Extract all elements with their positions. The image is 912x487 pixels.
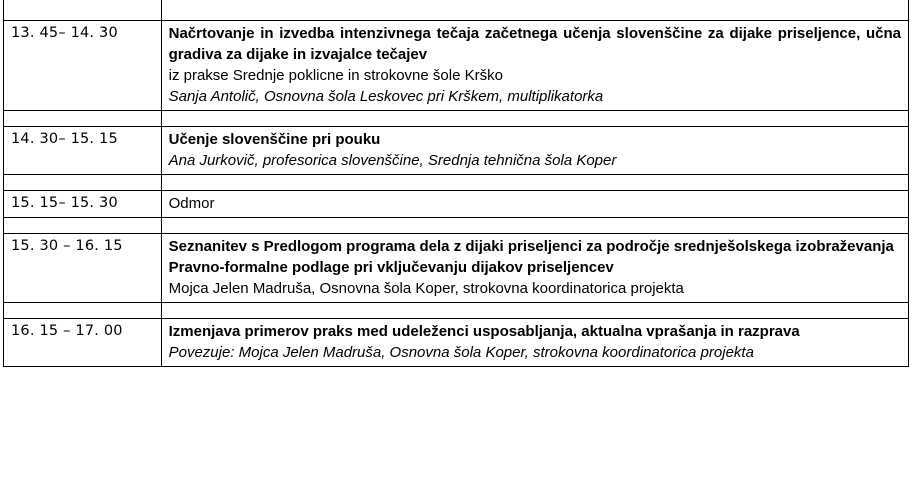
time-cell xyxy=(4,111,162,127)
session-title: Seznanitev s Predlogom programa dela z dijaki priseljenci za področje srednješolskega izobraževanja xyxy=(168,238,894,255)
schedule-row xyxy=(4,127,909,175)
time-cell: 14. 30– 15. 15 xyxy=(4,127,162,175)
time-cell xyxy=(4,175,162,191)
session-speaker: Ana Jurkovič, profesorica slovenščine, Srednja tehnična šola Koper xyxy=(168,152,617,169)
time-cell xyxy=(4,0,162,21)
content-cell xyxy=(161,175,908,191)
session-subtitle: Pravno-formalne podlage pri vključevanju dijakov priseljencev xyxy=(168,259,614,276)
session-title: Učenje slovenščine pri pouku xyxy=(168,131,381,148)
session-title: Izmenjava primerov praks med udeleženci usposabljanja, aktualna vprašanja in razprava xyxy=(168,323,800,340)
content-cell xyxy=(161,303,908,319)
schedule-table xyxy=(3,0,909,367)
spacer-row xyxy=(4,218,909,234)
session-speaker: Sanja Antolič, Osnovna šola Leskovec pri Krškem, multiplikatorka xyxy=(168,88,604,105)
spacer-row xyxy=(4,175,909,191)
time-cell: 15. 15– 15. 30 xyxy=(4,191,162,218)
time-cell xyxy=(4,303,162,319)
session-speaker: Povezuje: Mojca Jelen Madruša, Osnovna šola Koper, strokovna koordinatorica projekta xyxy=(168,344,754,361)
time-cell: 13. 45– 14. 30 xyxy=(4,21,162,111)
content-cell xyxy=(161,218,908,234)
time-cell: 15. 30 – 16. 15 xyxy=(4,234,162,303)
schedule-row xyxy=(4,191,909,218)
schedule-row xyxy=(4,319,909,367)
content-cell xyxy=(161,191,908,218)
content-cell xyxy=(161,234,908,303)
content-cell xyxy=(161,21,908,111)
session-note: iz prakse Srednje poklicne in strokovne šole Krško xyxy=(168,67,503,84)
content-cell xyxy=(161,127,908,175)
session-note: Mojca Jelen Madruša, Osnovna šola Koper, strokovna koordinatorica projekta xyxy=(168,280,684,297)
content-cell xyxy=(161,0,908,21)
content-cell xyxy=(161,111,908,127)
content-cell xyxy=(161,319,908,367)
schedule-row xyxy=(4,234,909,303)
spacer-row xyxy=(4,111,909,127)
spacer-row xyxy=(4,0,909,21)
session-title: Načrtovanje in izvedba intenzivnega tečaja začetnega učenja slovenščine za dijake priseljence, učna gradiva za dijake in izvajalce tečajev xyxy=(168,25,901,63)
break-label: Odmor xyxy=(168,195,215,212)
time-cell: 16. 15 – 17. 00 xyxy=(4,319,162,367)
time-cell xyxy=(4,218,162,234)
spacer-row xyxy=(4,303,909,319)
schedule-row xyxy=(4,21,909,111)
